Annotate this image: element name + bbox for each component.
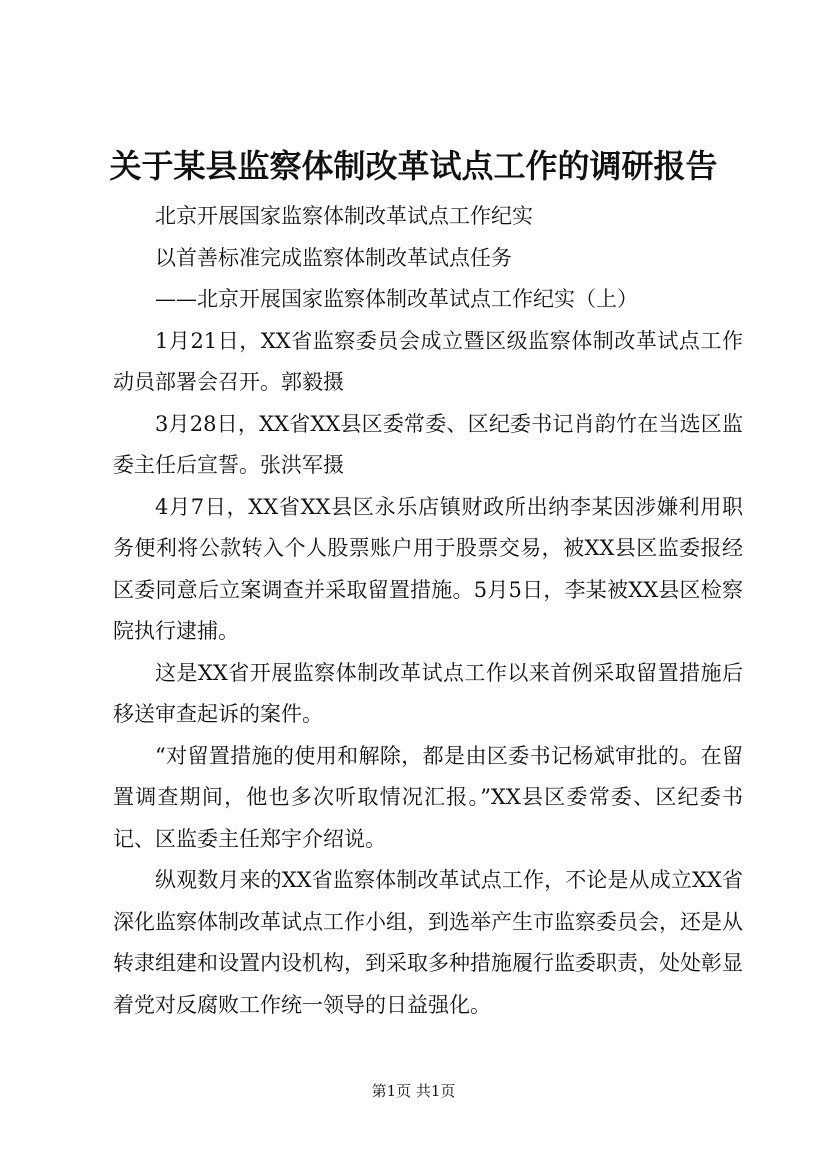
paragraph-first-case: 这是XX省开展监察体制改革试点工作以来首例采取留置措施后移送审查起诉的案件。 <box>113 660 743 726</box>
paragraph-photo-caption-1: 1月21日，XX省监察委员会成立暨区级监察体制改革试点工作动员部署会召开。郭毅摄 <box>113 328 743 394</box>
paragraph-summary: 纵观数月来的XX省监察体制改革试点工作，不论是从成立XX省深化监察体制改革试点工作小组，到选举产生市监察委员会，还是从转隶组建和设置内设机构，到采取多种措施履行监委职责，处处彰显着党对反腐败工作统一领导的日益强化。 <box>113 868 743 1017</box>
document-title: 关于某县监察体制改革试点工作的调研报告 <box>109 147 718 185</box>
paragraph-quote: “对留置措施的使用和解除，都是由区委书记杨斌审批的。在留置调查期间，他也多次听取情况汇报。”XX县区委常委、区纪委书记、区监委主任郑宇介绍说。 <box>113 743 743 851</box>
paragraph-headline: 以首善标准完成监察体制改革试点任务 <box>155 245 512 270</box>
paragraph-subheadline: ——北京开展国家监察体制改革试点工作纪实（上） <box>155 287 638 311</box>
paragraph-case: 4月7日，XX省XX县区永乐店镇财政所出纳李某因涉嫌利用职务便利将公款转入个人股票账户用于股票交易，被XX县区监委报经区委同意后立案调查并采取留置措施。5月5日，李某被XX县区检察院执行逮捕。 <box>113 494 743 643</box>
document-body <box>113 196 743 1026</box>
paragraph-photo-caption-2: 3月28日，XX省XX县区委常委、区纪委书记肖韵竹在当选区监委主任后宣誓。张洪军摄 <box>113 411 743 477</box>
page-footer: 第1页 共1页 <box>371 1082 456 1100</box>
paragraph-subtitle: 北京开展国家监察体制改革试点工作纪实 <box>155 204 533 228</box>
